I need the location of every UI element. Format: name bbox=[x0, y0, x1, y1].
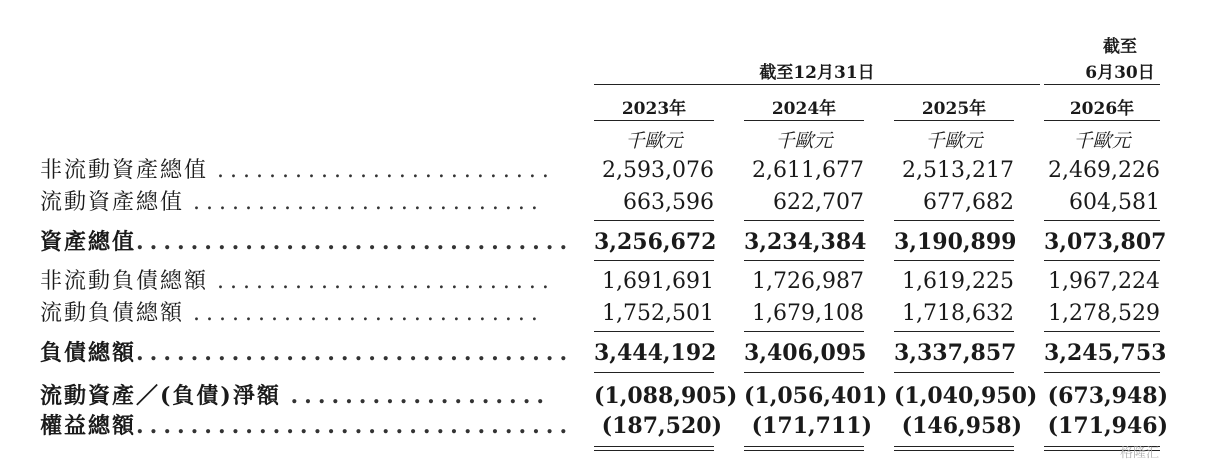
value-2026: 3,073,807 bbox=[1044, 229, 1167, 255]
value-2023: (187,520) bbox=[601, 413, 722, 439]
value-2024: 622,707 bbox=[773, 190, 864, 215]
value-2026: (171,946) bbox=[1047, 413, 1168, 439]
double-rule-2023 bbox=[594, 446, 714, 451]
row-current-liabilities bbox=[0, 298, 1208, 330]
value-2023: 3,256,672 bbox=[594, 229, 717, 255]
value-2026: 1,967,224 bbox=[1048, 269, 1160, 294]
year-header-2025: 2025年 bbox=[921, 99, 987, 119]
total-rule-2024 bbox=[744, 260, 864, 261]
period-single-header-line2: 6月30日 bbox=[1085, 63, 1155, 83]
row-total-equity bbox=[0, 410, 1208, 442]
row-label: 流動資產／(負債)淨額 ................... bbox=[40, 383, 551, 409]
value-2026: 1,278,529 bbox=[1048, 301, 1160, 326]
row-label: 資產總值................................ bbox=[40, 229, 574, 255]
period-group-rule bbox=[594, 84, 1040, 85]
year-header-2026: 2026年 bbox=[1069, 99, 1135, 119]
subtotal-rule-2026 bbox=[1044, 331, 1160, 332]
value-2025: (146,958) bbox=[901, 413, 1022, 439]
unit-2023: 千歐元 bbox=[625, 130, 683, 152]
period-single-header-line1: 截至 bbox=[1103, 37, 1137, 57]
unit-2026: 千歐元 bbox=[1073, 130, 1131, 152]
row-non-current-liabilities bbox=[0, 266, 1208, 298]
value-2024: 1,726,987 bbox=[752, 269, 864, 294]
value-2025: 1,718,632 bbox=[902, 301, 1014, 326]
value-2023: 1,691,691 bbox=[602, 269, 714, 294]
row-non-current-assets bbox=[0, 155, 1208, 187]
year-rule-2023 bbox=[594, 120, 714, 121]
value-2023: 1,752,501 bbox=[602, 301, 714, 326]
period-single-rule bbox=[1044, 84, 1160, 85]
value-2023: (1,088,905) bbox=[594, 383, 738, 409]
value-2026: 2,469,226 bbox=[1048, 158, 1160, 183]
value-2026: (673,948) bbox=[1047, 383, 1168, 409]
value-2024: (1,056,401) bbox=[744, 383, 888, 409]
value-2025: 677,682 bbox=[923, 190, 1014, 215]
year-rule-2024 bbox=[744, 120, 864, 121]
year-rule-2025 bbox=[894, 120, 1014, 121]
subtotal-rule-2025 bbox=[894, 331, 1014, 332]
total-rule-2025 bbox=[894, 372, 1014, 373]
value-2025: 3,190,899 bbox=[894, 229, 1017, 255]
period-group-header: 截至12月31日 bbox=[759, 63, 875, 83]
total-rule-2023 bbox=[594, 260, 714, 261]
subtotal-rule-2024 bbox=[744, 331, 864, 332]
double-rule-2025 bbox=[894, 446, 1014, 451]
row-label: 非流動資產總值 .......................... bbox=[40, 158, 555, 183]
watermark: 格隆汇 bbox=[1120, 446, 1160, 461]
value-2024: 3,406,095 bbox=[744, 340, 867, 366]
subtotal-rule-2025 bbox=[894, 220, 1014, 221]
row-label: 非流動負債總額 .......................... bbox=[40, 269, 555, 294]
row-label: 負債總額................................ bbox=[40, 340, 574, 366]
year-header-2024: 2024年 bbox=[771, 99, 837, 119]
value-2024: 2,611,677 bbox=[752, 158, 864, 183]
value-2023: 3,444,192 bbox=[594, 340, 717, 366]
year-rule-2026 bbox=[1044, 120, 1160, 121]
row-total-liabilities bbox=[0, 337, 1208, 369]
double-rule-2024 bbox=[744, 446, 864, 451]
subtotal-rule-2024 bbox=[744, 220, 864, 221]
total-rule-2025 bbox=[894, 260, 1014, 261]
row-total-assets bbox=[0, 226, 1208, 258]
row-label: 權益總額................................ bbox=[40, 413, 574, 439]
value-2024: 1,679,108 bbox=[752, 301, 864, 326]
subtotal-rule-2023 bbox=[594, 331, 714, 332]
value-2025: 3,337,857 bbox=[894, 340, 1017, 366]
year-header-2023: 2023年 bbox=[621, 99, 687, 119]
value-2025: 2,513,217 bbox=[902, 158, 1014, 183]
unit-2024: 千歐元 bbox=[775, 130, 833, 152]
value-2025: 1,619,225 bbox=[902, 269, 1014, 294]
value-2024: (171,711) bbox=[751, 413, 872, 439]
value-2026: 3,245,753 bbox=[1044, 340, 1167, 366]
value-2025: (1,040,950) bbox=[894, 383, 1038, 409]
value-2023: 2,593,076 bbox=[602, 158, 714, 183]
subtotal-rule-2026 bbox=[1044, 220, 1160, 221]
value-2023: 663,596 bbox=[623, 190, 714, 215]
total-rule-2024 bbox=[744, 372, 864, 373]
total-rule-2026 bbox=[1044, 372, 1160, 373]
value-2024: 3,234,384 bbox=[744, 229, 867, 255]
subtotal-rule-2023 bbox=[594, 220, 714, 221]
row-net-current-assets-liabilities bbox=[0, 380, 1208, 412]
row-label: 流動負債總額 ........................... bbox=[40, 301, 544, 326]
total-rule-2026 bbox=[1044, 260, 1160, 261]
value-2026: 604,581 bbox=[1069, 190, 1160, 215]
row-label: 流動資產總值 ........................... bbox=[40, 190, 544, 215]
total-rule-2023 bbox=[594, 372, 714, 373]
row-current-assets bbox=[0, 187, 1208, 219]
unit-2025: 千歐元 bbox=[925, 130, 983, 152]
